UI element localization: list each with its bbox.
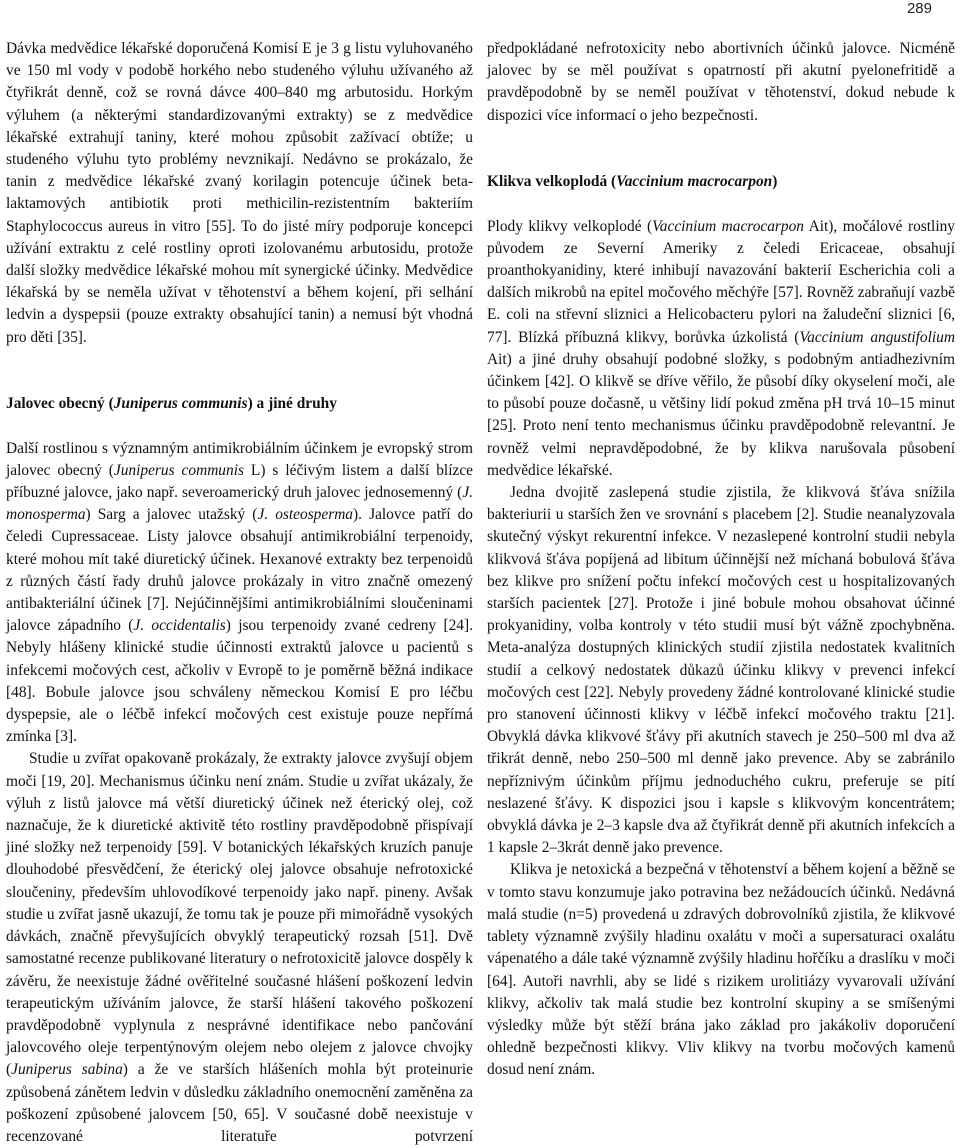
spacer bbox=[487, 127, 955, 171]
spacer bbox=[6, 349, 473, 393]
text-run: Klikva je netoxická a bezpečná v těhotenství a během kojení a běžně se v tomto stavu konzumuje jako potravina bez nežádoucích účinků. Nedávná malá studie (n=5) provedená u zdravých dobrovolníků zjistila, že klikvové tablety významně zvýšily hladinu oxalátu v moči a supersaturaci oxalátu vápenatého a dále také významně zvýšily hladinu hořčíku a draslíku v moči [64]. Autoři navrhli, aby se lidé s rizikem urolitiázy vyvarovali užívání klikvy, ačkoliv tak malá studie bez kontrolní skupiny a se smíšenými výsledky může být stěží brána jako základ pro jakákoliv doporučení ohledně bezpečnosti klikvy. Vliv klikvy na tvorbu močových kamenů dosud není znám. bbox=[487, 861, 955, 1079]
page-number: 289 bbox=[906, 0, 932, 17]
latin-name: Juniperus communis bbox=[113, 461, 244, 479]
section-heading-juniper bbox=[6, 393, 473, 415]
latin-name: J. occidentalis bbox=[133, 617, 226, 635]
text-run: Jedna dvojitě zaslepená studie zjistila, že klikvová šťáva snížila bakteriurii u starších žen ve srovnání s placebem [2]. Studie neanalyzovala skutečný výskyt rekurentní infekce. V nezaslepené kontrolní studii nebyla klikvová šťáva popíjená ad libitum účinnější než míchaná bobulová šťáva bez klikve pro snížení počtu infekcí močových cest u hospitalizovaných starších pacientek [27]. Protože i jiné bobule mohou obsahovat účinné prokyanidiny, volba kontroly v této studii musí být vážně zpochybněna. Meta-analýza dostupných klinických studií zjistila nedostatek kvalitních studií a celkový nedostatek důkazů účinku klikvy v prevenci infekcí močových cest [22]. Nebyly provedeny žádné kontrolované klinické studie pro stanovení účinnosti klikvy v léčbě infekcí močového traktu [21]. Obvyklá dávka klikvové šťávy při akutních stavech je 250–500 ml dva až třikrát denně, nebo 250–500 ml denně jako prevence. Aby se zabránilo nepříznivým účinkům příjmu jednoduchého cukru, preferuje se pití neslazené šťávy. K dispozici jsou i kapsle s klikvovým koncentrátem; obvyklá dávka je 2–3 kapsle dva až čtyřikrát denně při akutních infekcích a 1 kapsle 2–3krát denně jako prevence. bbox=[487, 484, 955, 857]
text-run: ) jsou terpenoidy zvané cedreny [24]. Nebyly hlášeny klinické studie účinnosti extraktů jalovce u pacientů s infekcemi močových cest, ačkoliv v Evropě to je poměrně běžná indikace [48]. Bobule jalovce jsou schváleny německou Komisí E pro léčbu dyspepsie, ale o léčbě infekcí močových cest existuje pouze nepřímá zmínka [3]. bbox=[6, 617, 473, 746]
latin-name: Vaccinium angustifolium bbox=[799, 328, 955, 346]
text-run: Další rostlinou s významným antimikrobiálním účinkem je evropský strom jalovec obecný ( bbox=[6, 439, 473, 479]
latin-name: Juniperus sabina bbox=[11, 1061, 123, 1079]
text-run: Klikva velkoplodá ( bbox=[487, 173, 617, 191]
paragraph bbox=[6, 438, 473, 749]
paragraph bbox=[487, 216, 955, 482]
latin-name: J. monosperma bbox=[6, 484, 473, 524]
spacer bbox=[6, 415, 473, 437]
section-heading-cranberry bbox=[487, 171, 955, 193]
text-run: ) a že ve starších hlášeních mohla být proteinurie způsobená zánětem ledvin v důsledku základního onemocnění zaměněna za poškození způsobené jalovcem [50, 65]. V současné době neexistuje v recenzované literatuře potvrzení bbox=[6, 1061, 474, 1145]
paragraph bbox=[487, 482, 955, 859]
spacer bbox=[487, 193, 955, 215]
latin-name: Vaccinium macrocarpon bbox=[652, 217, 805, 235]
paragraph bbox=[6, 748, 473, 1148]
text-run: ) bbox=[772, 173, 778, 191]
latin-name: Juniperus communis bbox=[113, 395, 248, 413]
paragraph bbox=[6, 38, 473, 349]
text-run: ) Sarg a jalovec utažský ( bbox=[85, 506, 258, 524]
text-run: Ait) a jiné druhy obsahují podobné složky, s podobným antiadhezivním účinkem [42]. O klikvě se dříve věřilo, že působí díky okyselení moči, ale to působí pouze dočasně, u většiny lidí pokud změna pH trvá 10–15 minut [25]. Proto není tento mechanismus účinku pravděpodobně relevantní. Je rovněž velmi nepravděpodobné, že by klikva narušovala působení medvědice lékařské. bbox=[487, 350, 955, 479]
text-run: Ait), močálové rostliny původem ze Severní Ameriky z čeledi Ericaceae, obsahují proanthokyanidiny, které inhibují navazování bakterií Escherichia coli a dalších mikrobů na epitel močového měchýře [57]. Rovněž zabraňují vazbě E. coli na střevní sliznici a Helicobacteru pylori na žaludeční sliznici [6, 77]. Blízká příbuzná klikvy, borůvka úzkolistá ( bbox=[487, 217, 955, 346]
text-run: ) a jiné druhy bbox=[247, 395, 337, 413]
text-run: Studie u zvířat opakovaně prokázaly, že extrakty jalovce zvyšují objem moči [19, 20]. Mechanismus účinku není znám. Studie u zvířat ukázaly, že výluh z listů jalovce má větší diuretický účinek než éterický olej, což naznačuje, že k diuretické aktivitě této rostliny pravděpodobně přispívají jiné složky než terpenoidy [59]. V botanických lékařských kruzích panuje dlouhodobé přesvědčení, že éterický olej jalovce obsahuje nefrotoxické sloučeniny, především uhlovodíkové terpenoidy jako např. pineny. Avšak studie u zvířat jasně ukazují, že tomu tak je pouze při mimořádně vysokých dávkách, značně převyšujících obvyklý terapeutický rozsah [51]. Dvě samostatné recenze publikované literatury o nefrotoxicitě jalovce dospěly k závěru, že neexistuje žádné ověřitelné současné hlášení poškození ledvin terapeutickým užíváním jalovce, že starší hlášení takového poškození pravděpodobně vyplynula z nesprávné identifikace nebo pančování jalovcového oleje terpentýnovým olejem nebo olejem z jalovce chvojky ( bbox=[6, 750, 473, 1079]
right-column bbox=[487, 38, 955, 1082]
left-column bbox=[6, 38, 473, 1148]
text-run: Plody klikvy velkoplodé ( bbox=[487, 217, 653, 235]
paragraph bbox=[487, 38, 955, 127]
text-run: L) s léčivým listem a další blízce příbuzné jalovce, jako např. severoamerický druh jalovec jednosemenný ( bbox=[6, 461, 473, 502]
text-run: Jalovec obecný ( bbox=[6, 395, 114, 413]
latin-name: Vaccinium macrocarpon bbox=[616, 173, 773, 191]
paragraph bbox=[487, 859, 955, 1081]
text-run: ). Jalovce patří do čeledi Cupressaceae. Listy jalovce obsahují antimikrobiální terpenoidy, které mohou mít také diuretický účinek. Hexanové extrakty bez terpenoidů z různých částí řady druhů jalovce prokázaly in vitro značně omezený antibakteriální účinek [7]. Nejúčinnějšími antimikrobiálními sloučeninami jalovce západního ( bbox=[6, 506, 473, 635]
latin-name: J. osteosperma bbox=[257, 506, 354, 524]
text-run: předpokládané nefrotoxicity nebo abortivních účinků jalovce. Nicméně jalovec by se měl používat s opatrností při akutní pyelonefritidě a pravděpodobně by se neměl používat v těhotenství, dokud nebude k dispozici více informací o jeho bezpečnosti. bbox=[487, 40, 955, 124]
text-run: Dávka medvědice lékařské doporučená Komisí E je 3 g listu vyluhovaného ve 150 ml vody v podobě horkého nebo studeného výluhu užívaného až čtyřikrát denně, což se rovná dávce 400–840 mg arbutosidu. Horkým výluhem (a některými standardizovanými extrakty) se z medvědice lékařské extrahují taniny, které mohou způsobit zažívací obtíže; u studeného výluhu tyto problémy nevznikají. Nedávno se prokázalo, že tanin z medvědice lékařské zvaný korilagin potencuje účinek beta-laktamových antibiotik proti methicilin-rezistentním bakteriím Staphylococcus aureus in vitro [55]. To do jisté míry podporuje koncepci užívání extraktu z celé rostliny oproti izolovanému arbutosidu, protože další složky medvědice lékařské mohou mít synergické účinky. Medvědice lékařská by se neměla užívat v těhotenství a během kojení, při selhání ledvin a dyspepsii (pouze extrakty obsahující tanin) a nemusí být vhodná pro děti [35]. bbox=[6, 40, 473, 346]
